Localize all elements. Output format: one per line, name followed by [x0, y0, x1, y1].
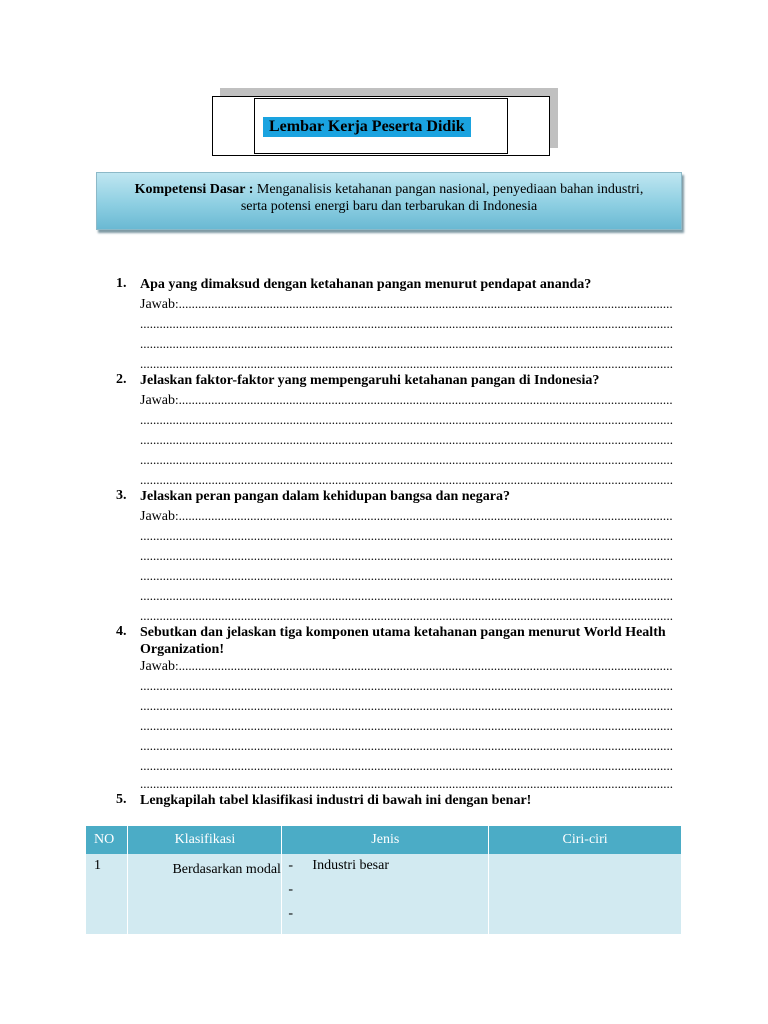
- jenis-item: [282, 880, 488, 904]
- klasifikasi-industri-table: [86, 826, 682, 934]
- answer-line[interactable]: [140, 546, 673, 566]
- answer-label: Jawab: [140, 509, 175, 524]
- question-text: Jelaskan faktor-faktor yang mempengaruhi ketahanan pangan di Indonesia?: [140, 373, 600, 388]
- kompetensi-label: Kompetensi Dasar :: [134, 182, 254, 197]
- answer-label: Jawab: [140, 393, 175, 408]
- page-title: Lembar Kerja Peserta Didik: [263, 117, 471, 137]
- answer-line[interactable]: Jawab: .....: [140, 506, 673, 526]
- jenis-value: Industri besar: [312, 858, 389, 873]
- question-text: Apa yang dimaksud dengan ketahanan pangan menurut pendapat ananda?: [140, 277, 592, 292]
- answer-label: Jawab: [140, 659, 175, 674]
- question-text: Lengkapilah tabel klasifikasi industri di bawah ini dengan benar!: [140, 793, 532, 808]
- answer-line[interactable]: [140, 526, 673, 546]
- question-number: 3.: [116, 488, 127, 503]
- question-number: 1.: [116, 276, 127, 291]
- dash-bullet: -: [288, 882, 294, 897]
- answer-line[interactable]: Jawab: .....: [140, 390, 673, 410]
- answer-line[interactable]: Jawab: .....: [140, 656, 673, 676]
- kompetensi-text-line1: Menganalisis ketahanan pangan nasional, penyediaan bahan industri,: [256, 182, 644, 197]
- klasifikasi-value: Berdasarkan modal: [172, 862, 281, 877]
- answer-line[interactable]: [140, 354, 673, 374]
- question-number: 5.: [116, 792, 127, 807]
- answer-line[interactable]: [140, 586, 673, 606]
- answer-line[interactable]: [140, 566, 673, 586]
- jenis-item: [282, 856, 488, 880]
- answer-line[interactable]: [140, 676, 673, 696]
- answer-line[interactable]: [140, 606, 673, 626]
- cell-ciri[interactable]: [489, 854, 682, 934]
- header-no: NO: [86, 826, 128, 854]
- cell-no[interactable]: 1: [86, 854, 128, 934]
- table-row: [86, 854, 682, 934]
- kompetensi-text-line2: serta potensi energi baru dan terbarukan di Indonesia: [240, 199, 538, 214]
- answer-line[interactable]: [140, 696, 673, 716]
- answer-line[interactable]: [140, 450, 673, 470]
- header-klasifikasi: Klasifikasi: [128, 826, 282, 854]
- question-text: Sebutkan dan jelaskan tiga komponen utama ketahanan pangan menurut World Health Organization!: [140, 625, 666, 657]
- header-jenis: Jenis: [282, 826, 489, 854]
- answer-line[interactable]: [140, 314, 673, 334]
- answer-line[interactable]: Jawab: .....: [140, 294, 673, 314]
- question-text: Jelaskan peran pangan dalam kehidupan bangsa dan negara?: [140, 489, 510, 504]
- dash-bullet: -: [288, 906, 294, 921]
- answer-label: Jawab: [140, 297, 175, 312]
- dash-bullet: -: [288, 858, 294, 873]
- kompetensi-dasar-box: [96, 172, 682, 230]
- header-ciri: Ciri-ciri: [489, 826, 682, 854]
- answer-line[interactable]: [140, 430, 673, 450]
- answer-line[interactable]: [140, 774, 673, 794]
- answer-line[interactable]: [140, 716, 673, 736]
- cell-klasifikasi[interactable]: [128, 854, 282, 934]
- question-number: 2.: [116, 372, 127, 387]
- table-header-row: [86, 826, 682, 854]
- cell-jenis[interactable]: [282, 854, 489, 934]
- question-number: 4.: [116, 624, 127, 639]
- answer-line[interactable]: [140, 736, 673, 756]
- answer-line[interactable]: [140, 756, 673, 776]
- answer-line[interactable]: [140, 410, 673, 430]
- jenis-item: [282, 904, 488, 928]
- answer-line[interactable]: [140, 470, 673, 490]
- answer-line[interactable]: [140, 334, 673, 354]
